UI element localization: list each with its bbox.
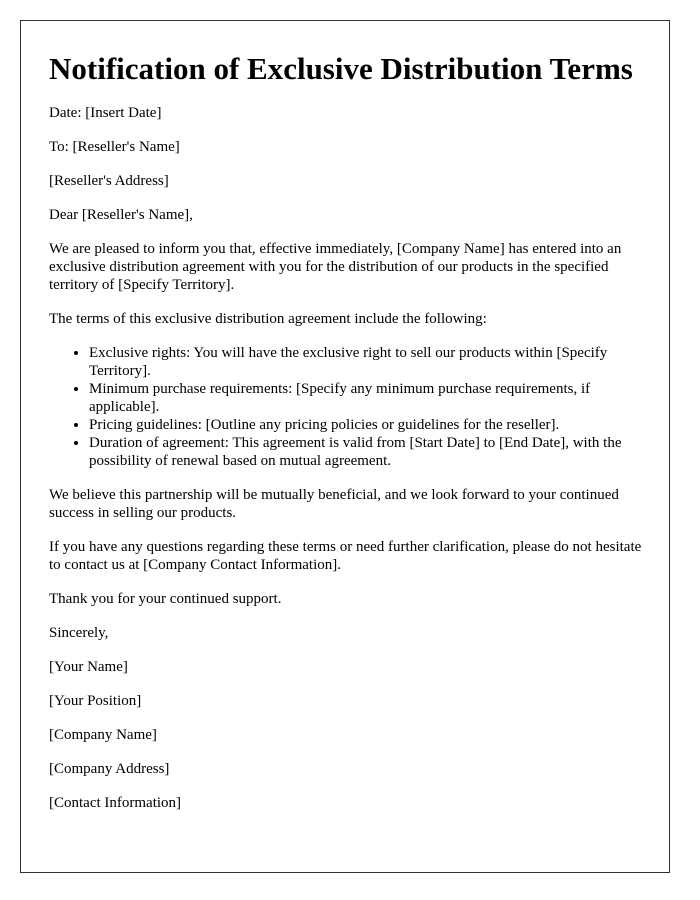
recipient-line: To: [Reseller's Name] — [49, 139, 180, 155]
signature-contact: [Contact Information] — [49, 795, 182, 811]
signature-position: [Your Position] — [49, 693, 142, 709]
term-item-pricing: • Pricing guidelines: [Outline any pricing policies or guidelines for the reseller]. — [89, 416, 649, 434]
salutation: Dear [Reseller's Name], — [49, 207, 193, 223]
term-item-duration: • Duration of agreement: This agreement is valid from [Start Date] to [End Date], with the possibility of renewal based on mutual agreement. — [89, 434, 649, 470]
questions-paragraph: If you have any questions regarding these terms or need further clarification, please do not hesitate to contact us at [Company Contact Information]. — [49, 539, 642, 573]
closing-line: Sincerely, — [49, 625, 109, 641]
letter-title: Notification of Exclusive Distribution Terms — [49, 51, 633, 86]
signature-company: [Company Name] — [49, 727, 157, 743]
terms-list — [49, 344, 649, 470]
partnership-paragraph: We believe this partnership will be mutually beneficial, and we look forward to your continued success in selling our products. — [49, 487, 619, 521]
term-item-exclusive-rights: • Exclusive rights: You will have the exclusive right to sell our products within [Specify Territory]. — [89, 344, 649, 380]
intro-paragraph: We are pleased to inform you that, effective immediately, [Company Name] has entered into an exclusive distribution agreement with you for the distribution of our products in the specified territory of [Specify Territory]. — [49, 241, 622, 293]
term-item-minimum-purchase: • Minimum purchase requirements: [Specify any minimum purchase requirements, if applicable]. — [89, 380, 649, 416]
letter-document — [20, 20, 670, 873]
thanks-line: Thank you for your continued support. — [49, 591, 282, 607]
date-line: Date: [Insert Date] — [49, 105, 162, 121]
terms-intro: The terms of this exclusive distribution agreement include the following: — [49, 311, 487, 327]
recipient-address: [Reseller's Address] — [49, 173, 169, 189]
signature-company-address: [Company Address] — [49, 761, 170, 777]
signature-name: [Your Name] — [49, 659, 128, 675]
